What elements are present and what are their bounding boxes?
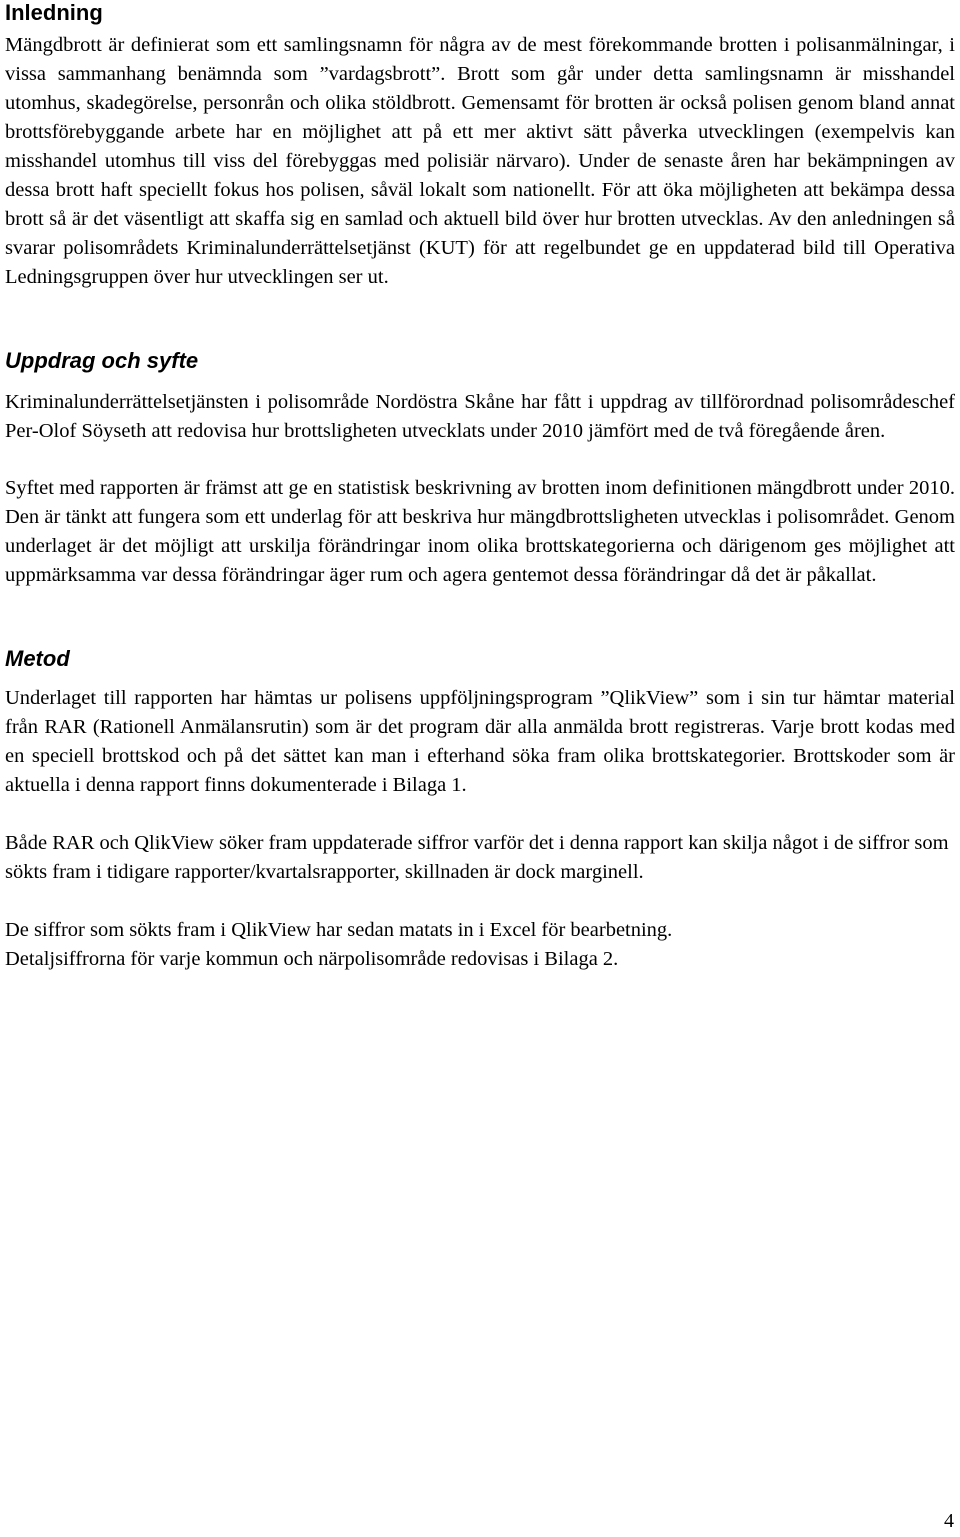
heading-uppdrag-och-syfte: Uppdrag och syfte	[5, 348, 199, 373]
paragraph-uppdrag: Kriminalunderrättelsetjänsten i polisområde Nordöstra Skåne har fått i uppdrag av tillförordnad polisområdeschef Per-Olof Söyseth att redovisa hur brottsligheten utvecklats under 2010 jämfört med de två föregående åren.	[5, 391, 955, 442]
paragraph-syfte: Syftet med rapporten är främst att ge en statistisk beskrivning av brotten inom definitionen mängdbrott under 2010. Den är tänkt att fungera som ett underlag för att beskriva hur mängdbrottsligheten utvecklas i polisområdet. Genom underlaget är det möjligt att urskilja förändringar inom olika brottskategorierna och därigenom ges möjlighet att uppmärksamma var dessa förändringar äger rum och agera gentemot dessa förändringar då det är påkallat.	[5, 477, 955, 586]
paragraph-metod-excel	[5, 916, 955, 974]
bilaga-line: Detaljsiffrorna för varje kommun och närpolisområde redovisas i Bilaga 2.	[5, 948, 619, 970]
page-number: 4	[944, 1510, 954, 1532]
excel-line: De siffror som sökts fram i QlikView har sedan matats in i Excel för bearbetning.	[5, 919, 673, 941]
heading-metod: Metod	[5, 646, 70, 671]
heading-inledning: Inledning	[5, 0, 103, 25]
paragraph-metod-underlag: Underlaget till rapporten har hämtas ur polisens uppföljningsprogram ”QlikView” som i sin tur hämtar material från RAR (Rationell Anmälansrutin) som är det program där alla anmälda brott registreras. Varje brott kodas med en speciell brottskod och på det sättet kan man i efterhand söka fram olika brottskategorier. Brottskoder som är aktuella i denna rapport finns dokumenterade i Bilaga 1.	[5, 687, 955, 796]
paragraph-inledning: Mängdbrott är definierat som ett samlingsnamn för några av de mest förekommande brotten i polisanmälningar, i vissa sammanhang benämnda som ”vardagsbrott”. Brott som går under detta samlingsnamn är misshandel utomhus, skadegörelse, personrån och olika stöldbrott. Gemensamt för brotten är också polisen genom bland annat brottsförebyggande arbete har en möjlighet att på ett mer aktivt sätt påverka utvecklingen (exempelvis kan misshandel utomhus till viss del förebyggas med polisiär närvaro). Under de senaste åren har bekämpningen av dessa brott haft speciellt fokus hos polisen, såväl lokalt som nationellt. För att öka möjligheten att bekämpa dessa brott så är det väsentligt att skaffa sig en samlad och aktuell bild över hur brotten utvecklas. Av den anledningen så svarar polisområdets Kriminalunderrättelsetjänst (KUT) för att regelbundet ge en uppdaterad bild till Operativa Ledningsgruppen över hur utvecklingen ser ut.	[5, 34, 955, 288]
document-page	[5, 0, 955, 974]
paragraph-metod-rar: Både RAR och QlikView söker fram uppdaterade siffror varför det i denna rapport kan skilja något i de siffror som sökts fram i tidigare rapporter/kvartalsrapporter, skillnaden är dock marginell.	[5, 832, 949, 883]
